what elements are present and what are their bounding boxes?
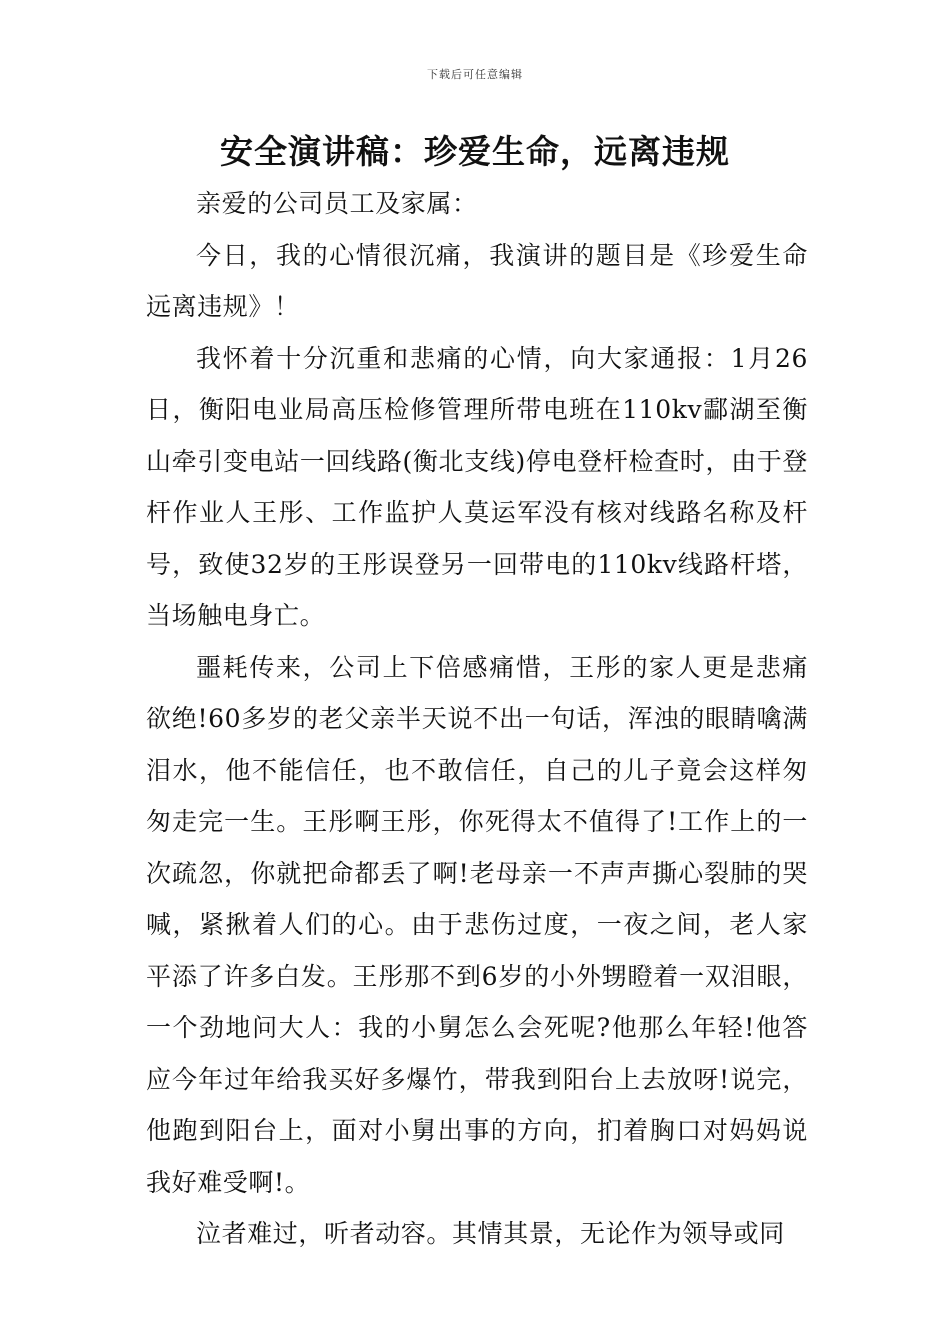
document-title: 安全演讲稿：珍爱生命，远离违规 — [220, 132, 730, 171]
header-note: 下载后可任意编辑 — [427, 68, 523, 81]
paragraph-reflection: 泣者难过，听者动容。其情其景，无论作为领导或同 — [196, 1219, 785, 1248]
document-body — [146, 178, 808, 1260]
paragraph-family-grief: 噩耗传来，公司上下倍感痛惜，王彤的家人更是悲痛欲绝!60多岁的老父亲半天说不出一句话，浑浊的眼睛噙满泪水，他不能信任，也不敢信任，自己的儿子竟会这样匆匆走完一生。王彤啊王彤，你死得太不值得了!工作上的一次疏忽，你就把命都丢了啊!老母亲一不声声撕心裂肺的哭喊，紧揪着人们的心。由于悲伤过度，一夜之间，老人家平添了许多白发。王彤那不到6岁的小外甥瞪着一双泪眼，一个劲地问大人：我的小舅怎么会死呢?他那么年轻!他答应今年过年给我买好多爆竹，带我到阳台上去放呀!说完，他跑到阳台上，面对小舅出事的方向，扪着胸口对妈妈说我好难受啊!。 — [146, 652, 808, 1197]
paragraph-incident-report: 我怀着十分沉重和悲痛的心情，向大家通报：1月26日，衡阳电业局高压检修管理所带电班在110kv酃湖至衡山牵引变电站一回线路(衡北支线)停电登杆检查时，由于登杆作业人王彤、工作监护人莫运军没有核对线路名称及杆号，致使32岁的王彤误登另一回带电的110kv线路杆塔，当场触电身亡。 — [146, 343, 808, 630]
paragraph-intro: 今日，我的心情很沉痛，我演讲的题目是《珍爱生命远离违规》！ — [146, 240, 808, 321]
paragraph-salutation: 亲爱的公司员工及家属： — [196, 189, 478, 218]
